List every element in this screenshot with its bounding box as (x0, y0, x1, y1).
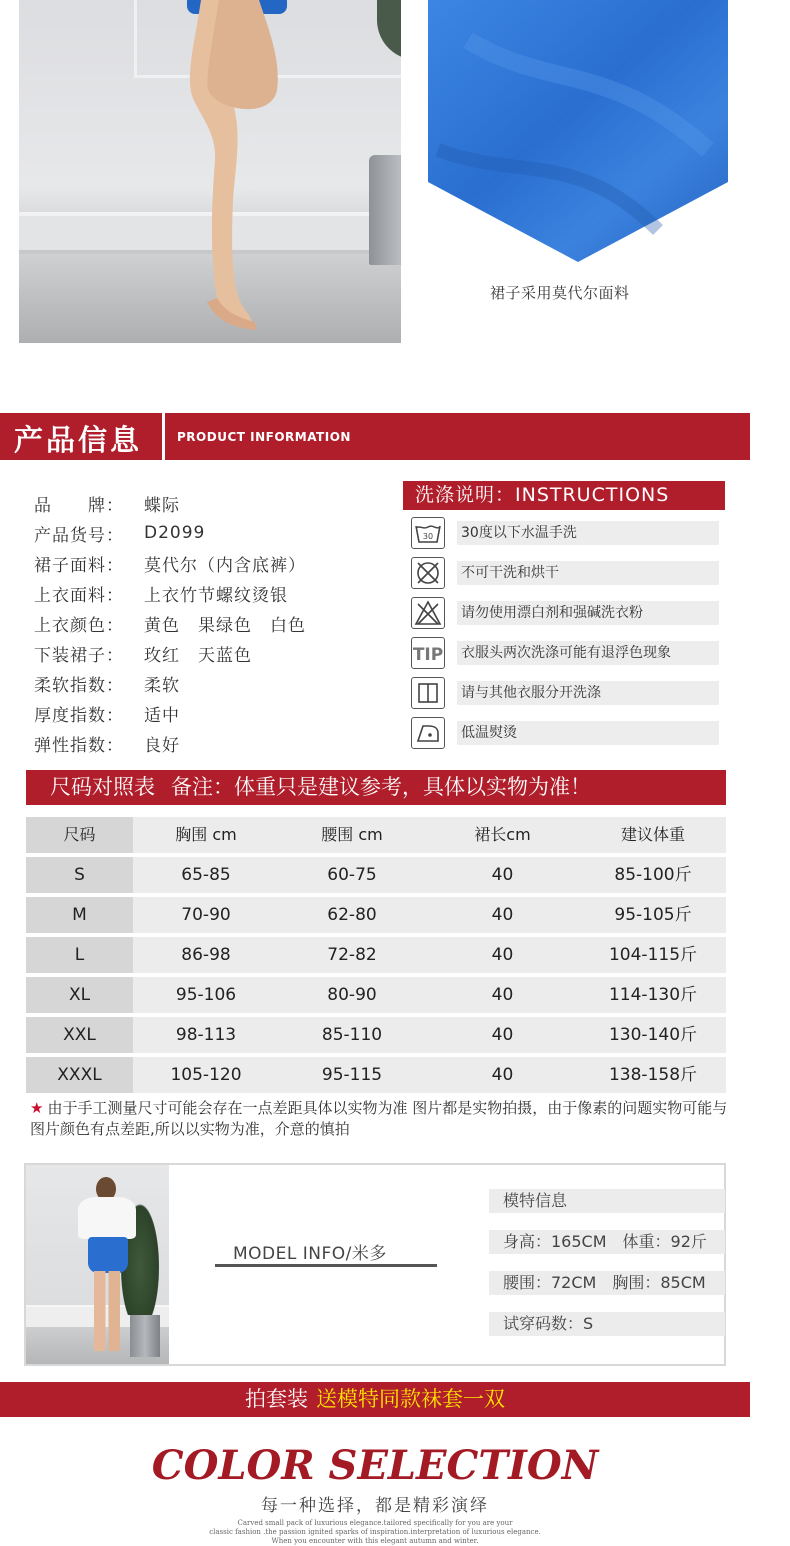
legs-illustration (19, 0, 401, 343)
no-bleach-icon (411, 597, 445, 629)
wash-instructions-list (411, 517, 721, 757)
spec-value: 适中 (144, 705, 180, 726)
color-selection-tagline (0, 1519, 750, 1546)
fabric-swatch (428, 0, 728, 262)
spec-value: 黄色 果绿色 白色 (144, 615, 306, 636)
size-cell: XXL (26, 1017, 133, 1053)
model-info-box (24, 1163, 726, 1366)
column-header: 尺码 (26, 817, 133, 853)
spec-row (34, 728, 306, 758)
length-cell: 40 (491, 1025, 514, 1045)
wash-item-text: 请与其他衣服分开洗涤 (457, 681, 719, 705)
size-cell: S (26, 857, 133, 893)
spec-value: D2099 (144, 523, 206, 543)
spec-value: 玫红 天蓝色 (144, 645, 252, 666)
spec-label: 上衣面料： (34, 585, 124, 606)
wash-item (411, 717, 721, 757)
tagline-line: When you encounter with this elegant autumn and winter. (271, 1537, 479, 1545)
bust-cell: 70-90 (181, 905, 231, 925)
length-cell: 40 (491, 985, 514, 1005)
wash-item (411, 517, 721, 557)
column-header: 胸围 cm (175, 825, 237, 844)
bust-cell: 65-85 (181, 865, 231, 885)
wash-item (411, 637, 721, 677)
tagline-line: classic fashion .the passion ignited sparks of inspiration.interpretation of luxurious elegance. (209, 1528, 541, 1536)
bust-cell: 86-98 (181, 945, 231, 965)
fabric-caption: 裙子采用莫代尔面料 (490, 284, 630, 302)
column-header: 腰围 cm (321, 825, 383, 844)
promo-banner (0, 1382, 750, 1417)
spec-label: 弹性指数： (34, 735, 124, 756)
table-row (26, 857, 726, 893)
size-chart-title: 尺码对照表 (50, 775, 155, 799)
color-selection-subtitle: 每一种选择，都是精彩演绎 (261, 1496, 489, 1516)
promo-text-white: 拍套装 (245, 1387, 308, 1411)
weight-cell: 85-100斤 (614, 865, 692, 885)
wash-temp-label: 30 (422, 532, 434, 541)
disclaimer-text: 由于手工测量尺寸可能会存在一点差距具体以实物为准 图片都是实物拍摄，由于像素的问题实物可能与图片颜色有点差距,所以以实物为准，介意的慎拍 (30, 1099, 728, 1138)
wash-item-text: 低温熨烫 (457, 721, 719, 745)
waist-cell: 72-82 (327, 945, 377, 965)
table-row (26, 977, 726, 1013)
length-cell: 40 (491, 865, 514, 885)
weight-cell: 104-115斤 (608, 945, 698, 965)
model-info-label: MODEL INFO/米多 (233, 1244, 387, 1264)
separate-wash-icon (411, 677, 445, 709)
size-chart-header (26, 770, 726, 805)
spec-value: 上衣竹节螺纹烫银 (144, 585, 288, 606)
color-selection-title: COLOR SELECTION (151, 1442, 599, 1489)
spec-row (34, 638, 306, 668)
header-divider (162, 413, 165, 460)
table-row (26, 897, 726, 933)
product-info-header (0, 413, 750, 460)
spec-row (34, 698, 306, 728)
waist-cell: 85-110 (321, 1025, 383, 1045)
wash-item-text: 衣服头两次洗涤可能有退浮色现象 (457, 641, 719, 665)
wash-item (411, 597, 721, 637)
spec-value: 蝶际 (144, 495, 180, 516)
bust-cell: 98-113 (175, 1025, 237, 1045)
weight-cell: 114-130斤 (608, 985, 698, 1005)
size-cell: L (26, 937, 133, 973)
spec-list (34, 488, 306, 758)
bust-cell: 95-106 (175, 985, 237, 1005)
wash-item (411, 557, 721, 597)
model-label-underline (215, 1264, 437, 1267)
spec-label: 品 牌： (34, 495, 124, 516)
promo-text-yellow: 送模特同款袜套一双 (316, 1387, 505, 1411)
spec-label: 产品货号： (34, 525, 124, 546)
spec-label: 厚度指数： (34, 705, 124, 726)
wash-instructions-title: 洗涤说明：INSTRUCTIONS (403, 481, 725, 510)
length-cell: 40 (491, 905, 514, 925)
weight-cell: 130-140斤 (608, 1025, 698, 1045)
size-table (26, 817, 726, 1097)
model-size: 试穿码数：S (489, 1312, 725, 1336)
model-skirt (88, 1237, 128, 1273)
model-waist-bust (489, 1271, 725, 1295)
model-legs (94, 1271, 120, 1351)
size-table-header (26, 817, 726, 853)
waist-cell: 80-90 (327, 985, 377, 1005)
waist-cell: 95-115 (321, 1065, 383, 1085)
model-height-weight (489, 1230, 725, 1254)
wash-item-text: 不可干洗和烘干 (457, 561, 719, 585)
size-cell: XL (26, 977, 133, 1013)
model-waist: 腰围：72CM (503, 1273, 597, 1292)
spec-label: 上衣颜色： (34, 615, 124, 636)
tagline-line: Carved small pack of luxurious elegance.tailored specifically for you are your (237, 1519, 513, 1527)
column-header: 建议体重 (620, 825, 685, 844)
model-stats (489, 1189, 725, 1353)
waist-cell: 60-75 (327, 865, 377, 885)
spec-label: 下装裙子： (34, 645, 124, 666)
size-cell: XXXL (26, 1057, 133, 1093)
length-cell: 40 (491, 1065, 514, 1085)
spec-row (34, 488, 306, 518)
table-row (26, 1057, 726, 1093)
wash-item-text: 请勿使用漂白剂和强碱洗衣粉 (457, 601, 719, 625)
model-top (78, 1197, 136, 1239)
length-cell: 40 (491, 945, 514, 965)
product-info-title-en: PRODUCT INFORMATION (177, 430, 351, 444)
tip-icon (411, 637, 445, 669)
wash-item-text: 30度以下水温手洗 (457, 521, 719, 545)
tip-label: TIP (413, 645, 443, 664)
spec-row (34, 668, 306, 698)
model-info-title: 模特信息 (489, 1189, 725, 1213)
product-info-title-cn: 产品信息 (14, 423, 143, 457)
spec-value: 莫代尔（内含底裤） (144, 555, 306, 576)
plant-pot (130, 1315, 160, 1357)
size-chart-note: 备注：体重只是建议参考，具体以实物为准！ (171, 775, 591, 799)
spec-value: 柔软 (144, 675, 180, 696)
wash-30-icon (411, 517, 445, 549)
spec-row (34, 578, 306, 608)
model-weight: 体重：92斤 (622, 1232, 707, 1251)
size-disclaimer (30, 1098, 730, 1140)
table-row (26, 937, 726, 973)
low-iron-icon (411, 717, 445, 749)
column-header: 裙长cm (474, 825, 531, 844)
waist-cell: 62-80 (327, 905, 377, 925)
model-legs-photo (19, 0, 401, 343)
spec-row (34, 608, 306, 638)
spec-value: 良好 (144, 735, 180, 756)
spec-label: 裙子面料： (34, 555, 124, 576)
no-dryclean-icon (411, 557, 445, 589)
model-bust: 胸围：85CM (612, 1273, 706, 1292)
weight-cell: 138-158斤 (608, 1065, 698, 1085)
spec-row (34, 518, 306, 548)
size-cell: M (26, 897, 133, 933)
weight-cell: 95-105斤 (614, 905, 692, 925)
model-photo (26, 1165, 169, 1364)
table-row (26, 1017, 726, 1053)
spec-label: 柔软指数： (34, 675, 124, 696)
model-height: 身高：165CM (503, 1232, 607, 1251)
wash-item (411, 677, 721, 717)
bust-cell: 105-120 (170, 1065, 242, 1085)
spec-row (34, 548, 306, 578)
star-icon: ★ (30, 1099, 44, 1117)
